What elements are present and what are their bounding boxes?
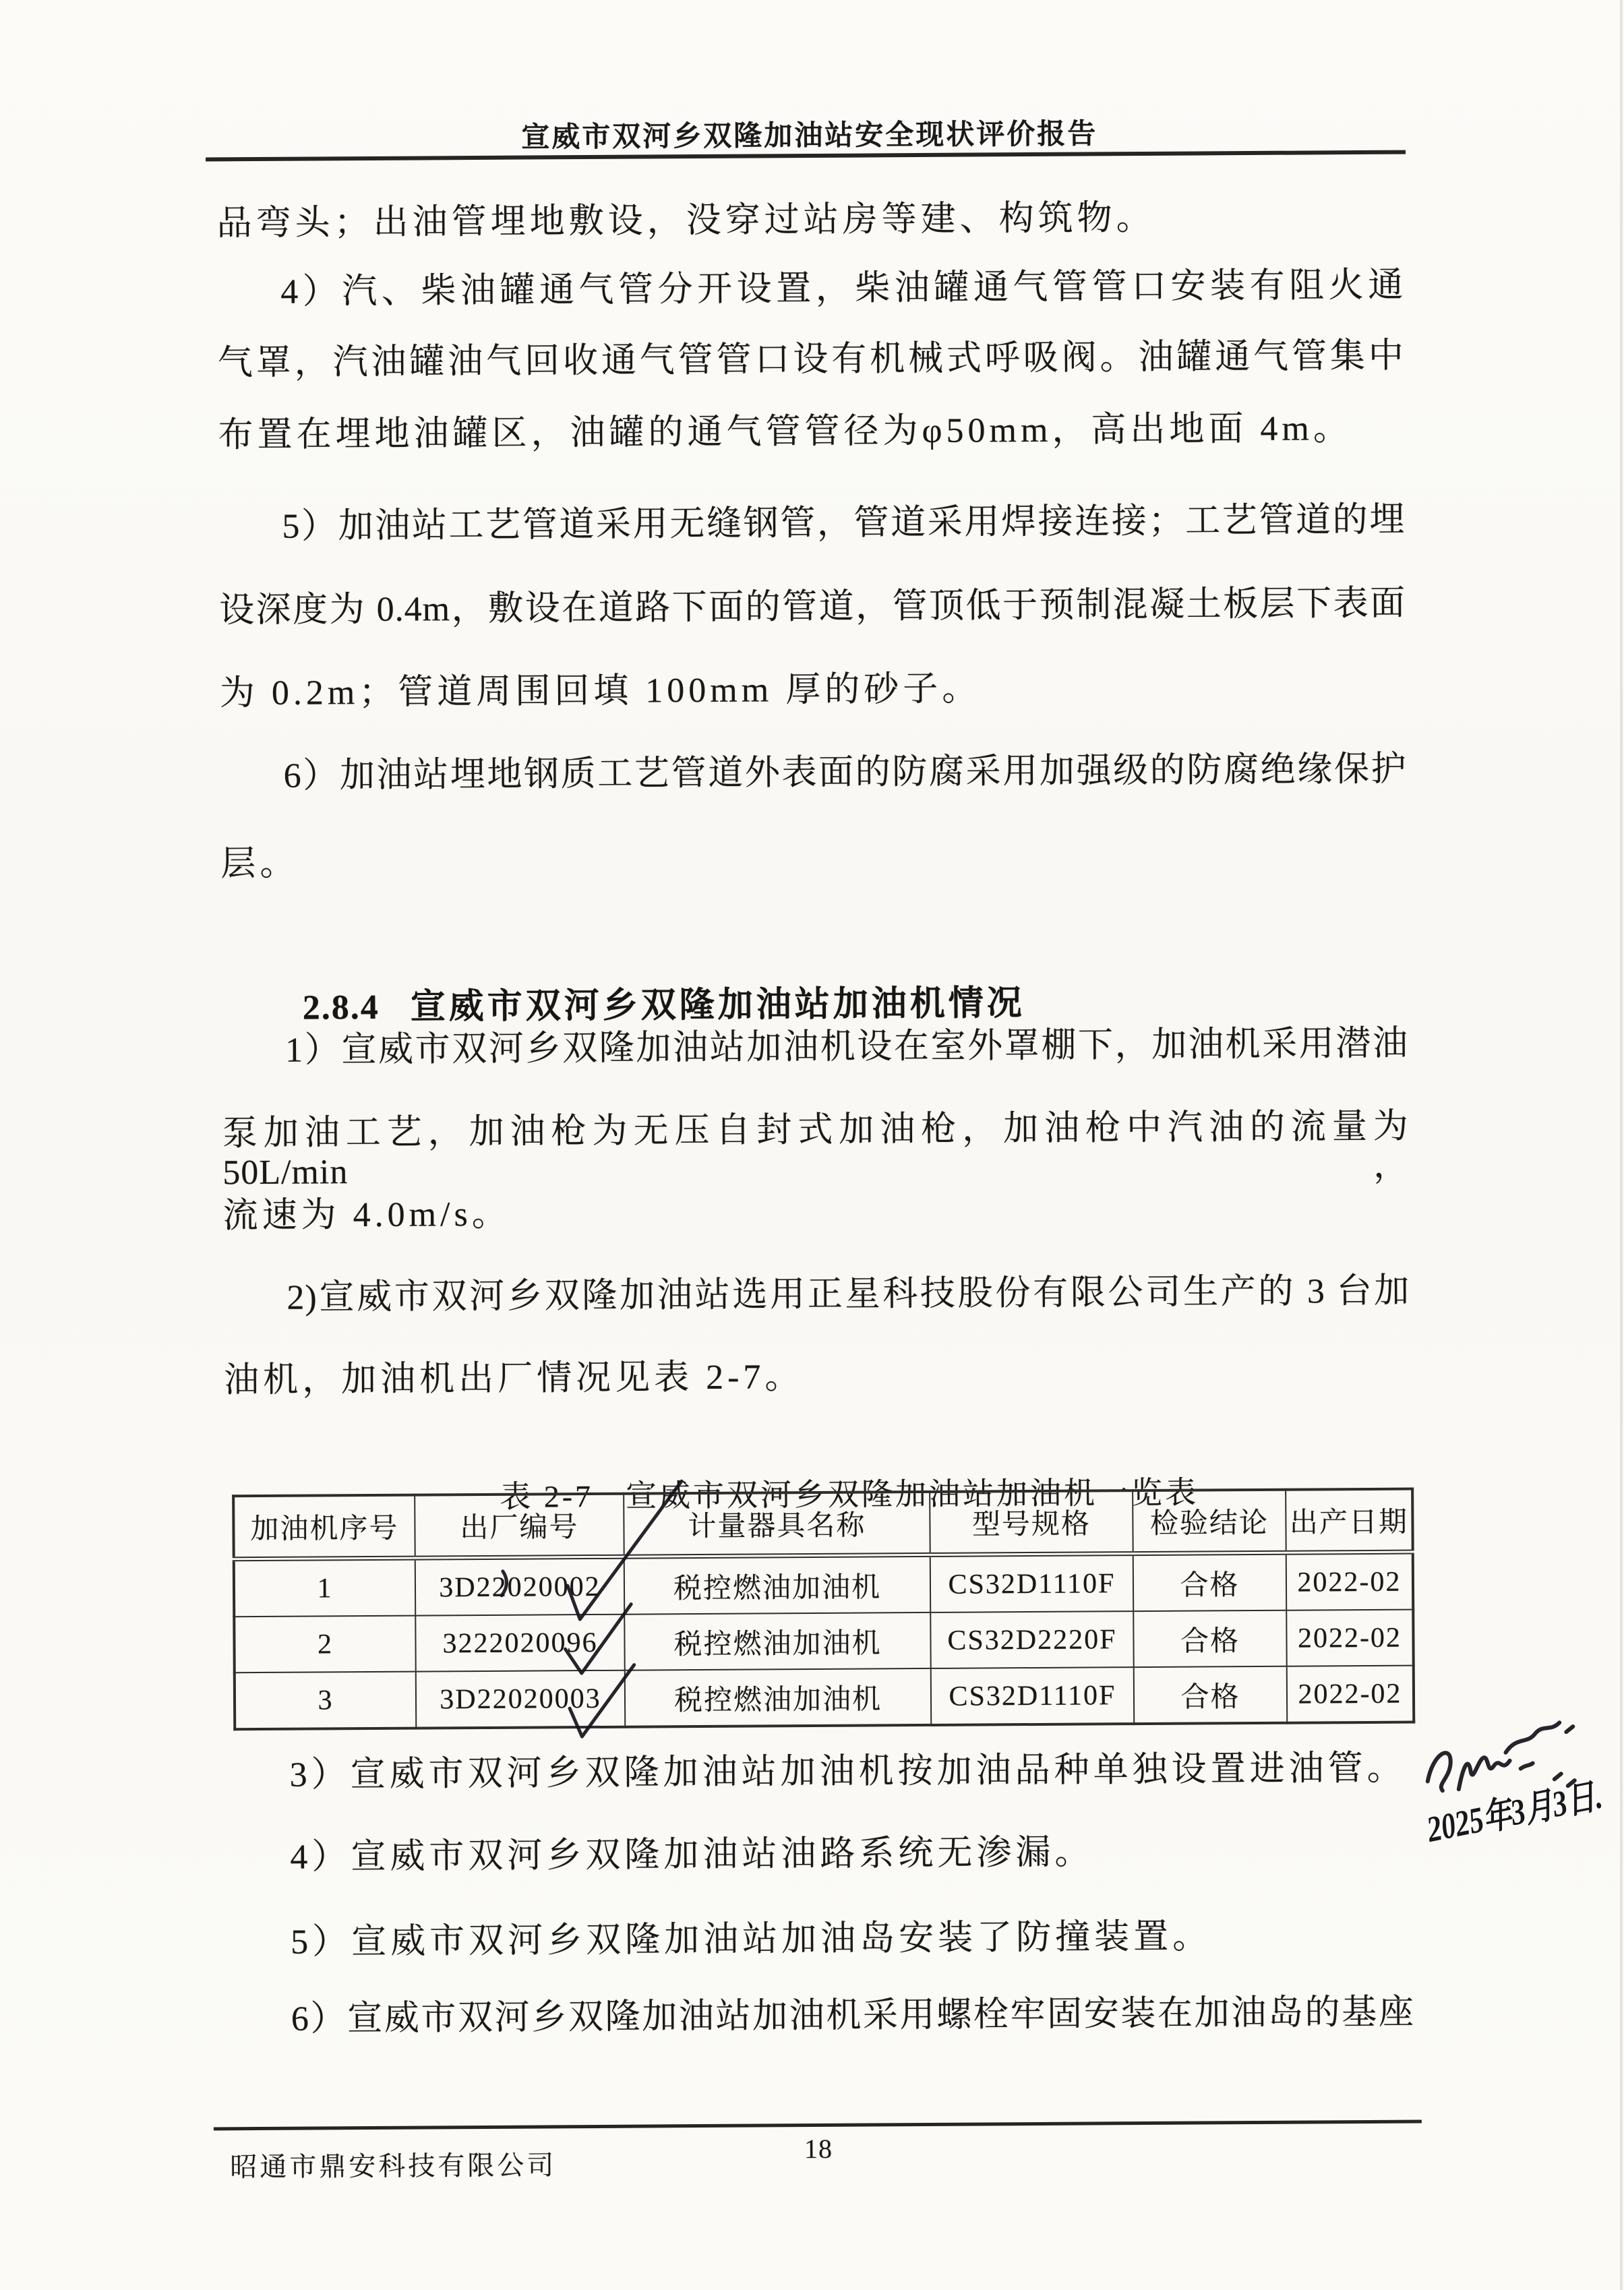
handwritten-date: 2025年3月3日. xyxy=(1423,1775,1606,1850)
body-line: 为 0.2m；管道周围回填 100mm 厚的砂子。 xyxy=(219,669,982,713)
table-row xyxy=(234,1610,1413,1673)
body-line: 6）加油站埋地钢质工艺管道外表面的防腐采用加强级的防腐绝缘保护 xyxy=(283,750,1407,795)
table-header-cell: 出厂编号 xyxy=(415,1494,624,1558)
table-caption-label: 表 2-7 xyxy=(500,1478,594,1514)
body-line: 布置在埋地油罐区，油罐的通气管管径为φ50mm，高出地面 4m。 xyxy=(218,409,1353,455)
footer-rule xyxy=(214,2120,1422,2131)
body-line: 5）宣威市双河乡双隆加油站加油岛安装了防撞装置。 xyxy=(291,1917,1212,1962)
table-row xyxy=(235,1666,1414,1730)
table-header-cell: 加油机序号 xyxy=(233,1495,415,1559)
table-header-cell: 计量器具名称 xyxy=(624,1492,930,1557)
section-title: 宣威市双河乡双隆加油站加油机情况 xyxy=(410,984,1025,1027)
table-cell: 2022-02 xyxy=(1287,1666,1414,1723)
table-cell: CS32D2220F xyxy=(930,1611,1134,1668)
table-cell: 2022-02 xyxy=(1286,1552,1414,1610)
table-header-row xyxy=(233,1489,1413,1559)
footer-company: 昭通市鼎安科技有限公司 xyxy=(230,2150,557,2183)
table-cell: 税控燃油加油机 xyxy=(625,1668,932,1727)
body-line: 6）宣威市双河乡双隆加油站加油机采用螺栓牢固安装在加油岛的基座 xyxy=(291,1993,1415,2039)
table-header-cell: 型号规格 xyxy=(930,1490,1133,1555)
body-line: 4）宣威市双河乡双隆加油站油路系统无渗漏。 xyxy=(290,1833,1094,1877)
scan-edge-artifact xyxy=(1620,0,1623,2290)
table-cell: 1 xyxy=(234,1558,416,1617)
table-cell: CS32D1110F xyxy=(930,1554,1134,1613)
table-cell: 合格 xyxy=(1133,1610,1287,1667)
body-line: 2)宣威市双河乡双隆加油站选用正星科技股份有限公司生产的 3 台加 xyxy=(287,1271,1410,1317)
body-line: 泵加油工艺，加油枪为无压自封式加油枪，加油枪中汽油的流量为 50L/min， xyxy=(222,1107,1410,1193)
table-cell: CS32D1110F xyxy=(931,1667,1135,1725)
table-cell: 3D22020002 xyxy=(415,1557,625,1615)
table-cell: 合格 xyxy=(1134,1666,1288,1724)
body-line: 气罩，汽油罐油气回收通气管管口设有机械式呼吸阀。油罐通气管集中 xyxy=(217,336,1405,383)
body-line: 油机，加油机出厂情况见表 2-7。 xyxy=(223,1358,804,1400)
table-cell: 3 xyxy=(235,1672,417,1730)
page-header-title: 宣威市双河乡双隆加油站安全现状评价报告 xyxy=(521,119,1098,154)
table-header-cell: 检验结论 xyxy=(1133,1490,1286,1554)
body-line: 3）宣威市双河乡双隆加油站加油机按加油品种单独设置进油管。 xyxy=(289,1749,1406,1795)
table-cell: 3D22020003 xyxy=(416,1670,626,1728)
body-line: 4）汽、柴油罐通气管分开设置，柴油罐通气管管口安装有阻火通 xyxy=(280,266,1404,311)
table-header-cell: 出产日期 xyxy=(1286,1489,1413,1553)
table-row xyxy=(234,1552,1413,1617)
table-cell: 3222020096 xyxy=(415,1615,625,1672)
dispenser-table xyxy=(232,1488,1415,1731)
body-line: 层。 xyxy=(220,844,299,884)
body-line: 5）加油站工艺管道采用无缝钢管，管道采用焊接连接；工艺管道的埋 xyxy=(282,500,1406,546)
body-line: 1）宣威市双河乡双隆加油站加油机设在室外罩棚下，加油机采用潜油 xyxy=(284,1024,1409,1070)
page-number: 18 xyxy=(804,2133,833,2165)
body-line: 品弯头；出油管埋地敷设，没穿过站房等建、构筑物。 xyxy=(216,198,1155,243)
body-line: 设深度为 0.4m，敷设在道路下面的管道，管顶低于预制混凝土板层下表面 xyxy=(218,584,1406,630)
table-cell: 2022-02 xyxy=(1286,1610,1414,1666)
table-caption-title: 宣威市双河乡双隆加油站加油机一览表 xyxy=(625,1475,1199,1513)
table-cell: 税控燃油加油机 xyxy=(624,1613,930,1670)
table-cell: 合格 xyxy=(1133,1553,1287,1611)
table-cell: 税控燃油加油机 xyxy=(624,1555,931,1614)
table-cell: 2 xyxy=(234,1616,416,1673)
section-number: 2.8.4 xyxy=(302,988,380,1027)
body-line: 流速为 4.0m/s。 xyxy=(222,1195,511,1236)
